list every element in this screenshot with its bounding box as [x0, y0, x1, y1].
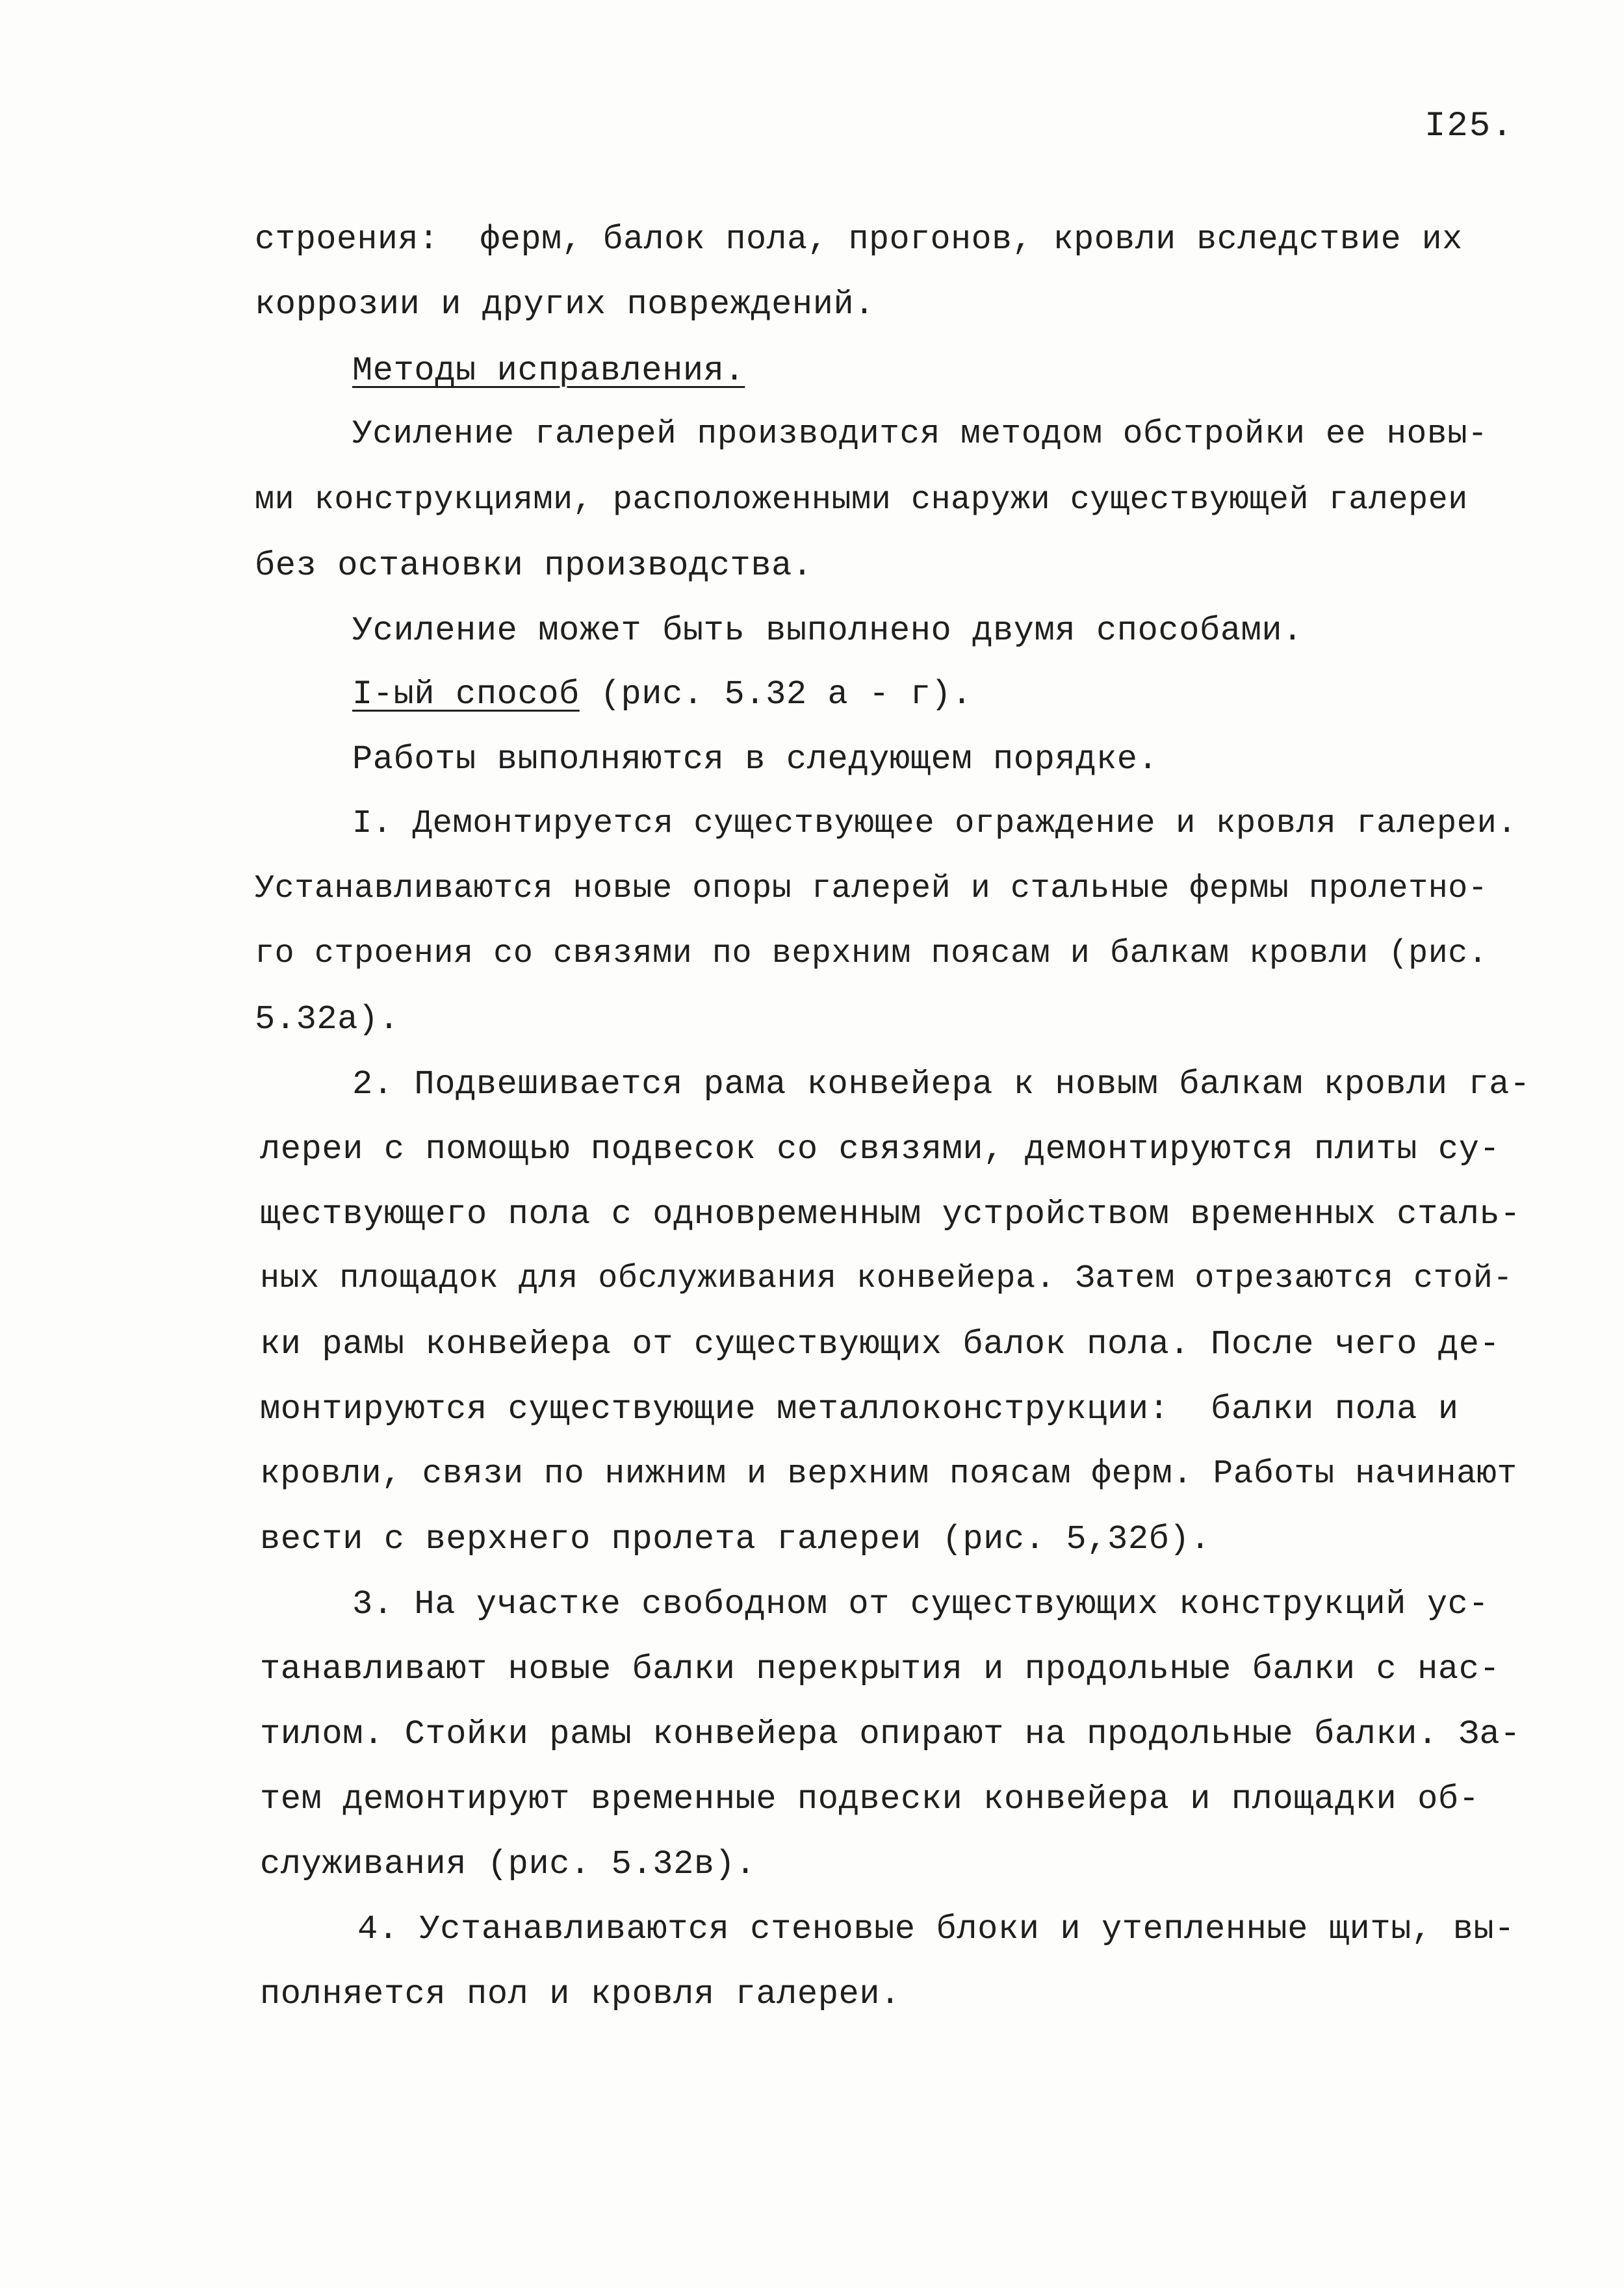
text-line: танавливают новые балки перекрытия и продольные балки с нас- [260, 1650, 1501, 1688]
text-line: 4. Устанавливаются стеновые блоки и утепленные щиты, вы- [357, 1910, 1515, 1948]
text-line: ки рамы конвейера от существующих балок пола. После чего де- [260, 1325, 1501, 1363]
text-line: Работы выполняются в следующем порядке. [352, 740, 1159, 779]
text-line: Устанавливаются новые опоры галерей и стальные фермы пролетно- [255, 870, 1488, 907]
text-line: ми конструкциями, расположенными снаружи существующей галереи [255, 482, 1468, 519]
text-line: ных площадок для обслуживания конвейера. Затем отрезаются стой- [260, 1260, 1514, 1297]
text-line: 2. Подвешивается рама конвейера к новым балкам кровли га- [352, 1065, 1530, 1104]
text-line: 3. На участке свободном от существующих конструкций ус- [352, 1585, 1489, 1623]
method-figure-ref: (рис. 5.32 а - г). [579, 675, 973, 714]
text-line: 5.32а). [255, 1000, 400, 1039]
page-number: I25. [1424, 107, 1514, 146]
text-line: I. Демонтируется существующее ограждение и кровля галереи. [352, 805, 1517, 842]
text-line: монтируются существующие металлоконструкции: балки пола и [260, 1390, 1459, 1428]
method-heading: I-ый способ [352, 675, 580, 714]
section-heading: Методы исправления. [352, 352, 745, 390]
text-line: ществующего пола с одновременным устройством временных сталь- [260, 1195, 1521, 1234]
text-line: без остановки производства. [255, 547, 813, 585]
text-line: тем демонтируют временные подвески конвейера и площадки об- [260, 1780, 1480, 1818]
text-line: коррозии и других повреждений. [255, 285, 875, 324]
text-line: служивания (рис. 5.32в). [260, 1845, 756, 1883]
method-line [352, 675, 973, 714]
text-line: Усиление галерей производится методом обстройки ее новы- [352, 416, 1488, 453]
text-line: тилом. Стойки рамы конвейера опирают на продольные балки. За- [260, 1715, 1521, 1753]
text-line: Усиление может быть выполнено двумя способами. [352, 612, 1304, 650]
text-line: го строения со связями по верхним поясам и балкам кровли (рис. [255, 935, 1488, 972]
text-line: кровли, связи по нижним и верхним поясам ферм. Работы начинают [260, 1456, 1517, 1493]
text-line: строения: ферм, балок пола, прогонов, кровли вследствие их [255, 221, 1463, 259]
text-line: вести с верхнего пролета галереи (рис. 5,32б). [260, 1520, 1211, 1558]
text-line: полняется пол и кровля галереи. [260, 1975, 901, 2013]
text-line: лереи с помощью подвесок со связями, демонтируются плиты су- [260, 1130, 1501, 1169]
